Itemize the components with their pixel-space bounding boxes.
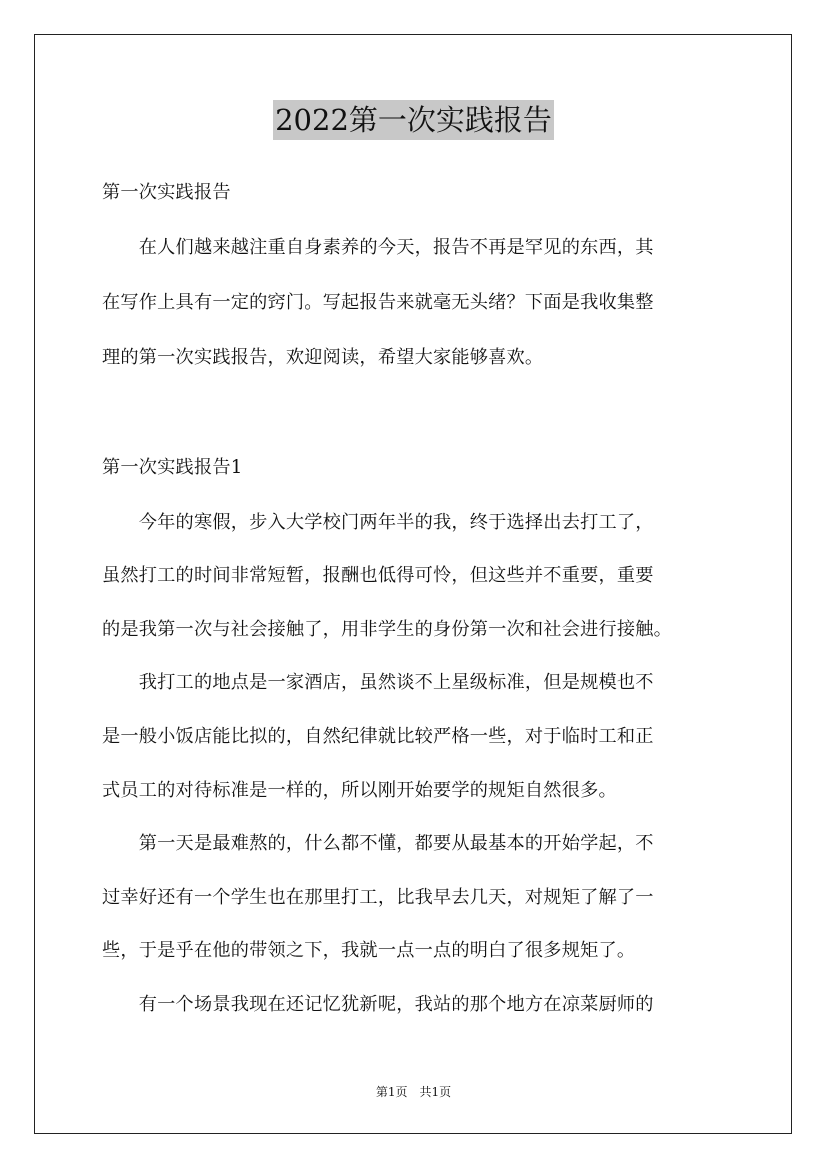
text-line: 过幸好还有一个学生也在那里打工，比我早去几天，对规矩了解了一	[102, 887, 654, 908]
text-line: 式员工的对待标准是一样的，所以刚开始要学的规矩自然很多。	[102, 780, 617, 801]
text-line: 理的第一次实践报告，欢迎阅读，希望大家能够喜欢。	[102, 347, 544, 368]
section-heading: 第一次实践报告	[102, 182, 231, 203]
text-line: 是一般小饭店能比拟的，自然纪律就比较严格一些，对于临时工和正	[102, 726, 654, 747]
text-line: 第一天是最难熬的，什么都不懂，都要从最基本的开始学起，不	[102, 833, 654, 854]
text-line: 的是我第一次与社会接触了，用非学生的身份第一次和社会进行接触。	[102, 619, 673, 640]
text-line: 有一个场景我现在还记忆犹新呢，我站的那个地方在凉菜厨师的	[102, 994, 654, 1015]
text-line: 我打工的地点是一家酒店，虽然谈不上星级标准，但是规模也不	[102, 672, 654, 693]
title-container	[0, 100, 827, 140]
text-line: 在人们越来越注重自身素养的今天，报告不再是罕见的东西，其	[102, 237, 654, 258]
page-footer: 第1页 共1页	[375, 1085, 452, 1099]
section-heading: 第一次实践报告1	[102, 457, 243, 478]
text-line: 在写作上具有一定的窍门。写起报告来就毫无头绪？下面是我收集整	[102, 292, 654, 313]
document-title: 2022第一次实践报告	[273, 100, 554, 140]
text-line: 今年的寒假，步入大学校门两年半的我，终于选择出去打工了，	[102, 512, 654, 533]
text-line: 虽然打工的时间非常短暂，报酬也低得可怜，但这些并不重要，重要	[102, 565, 654, 586]
text-line: 些，于是乎在他的带领之下，我就一点一点的明白了很多规矩了。	[102, 940, 636, 961]
